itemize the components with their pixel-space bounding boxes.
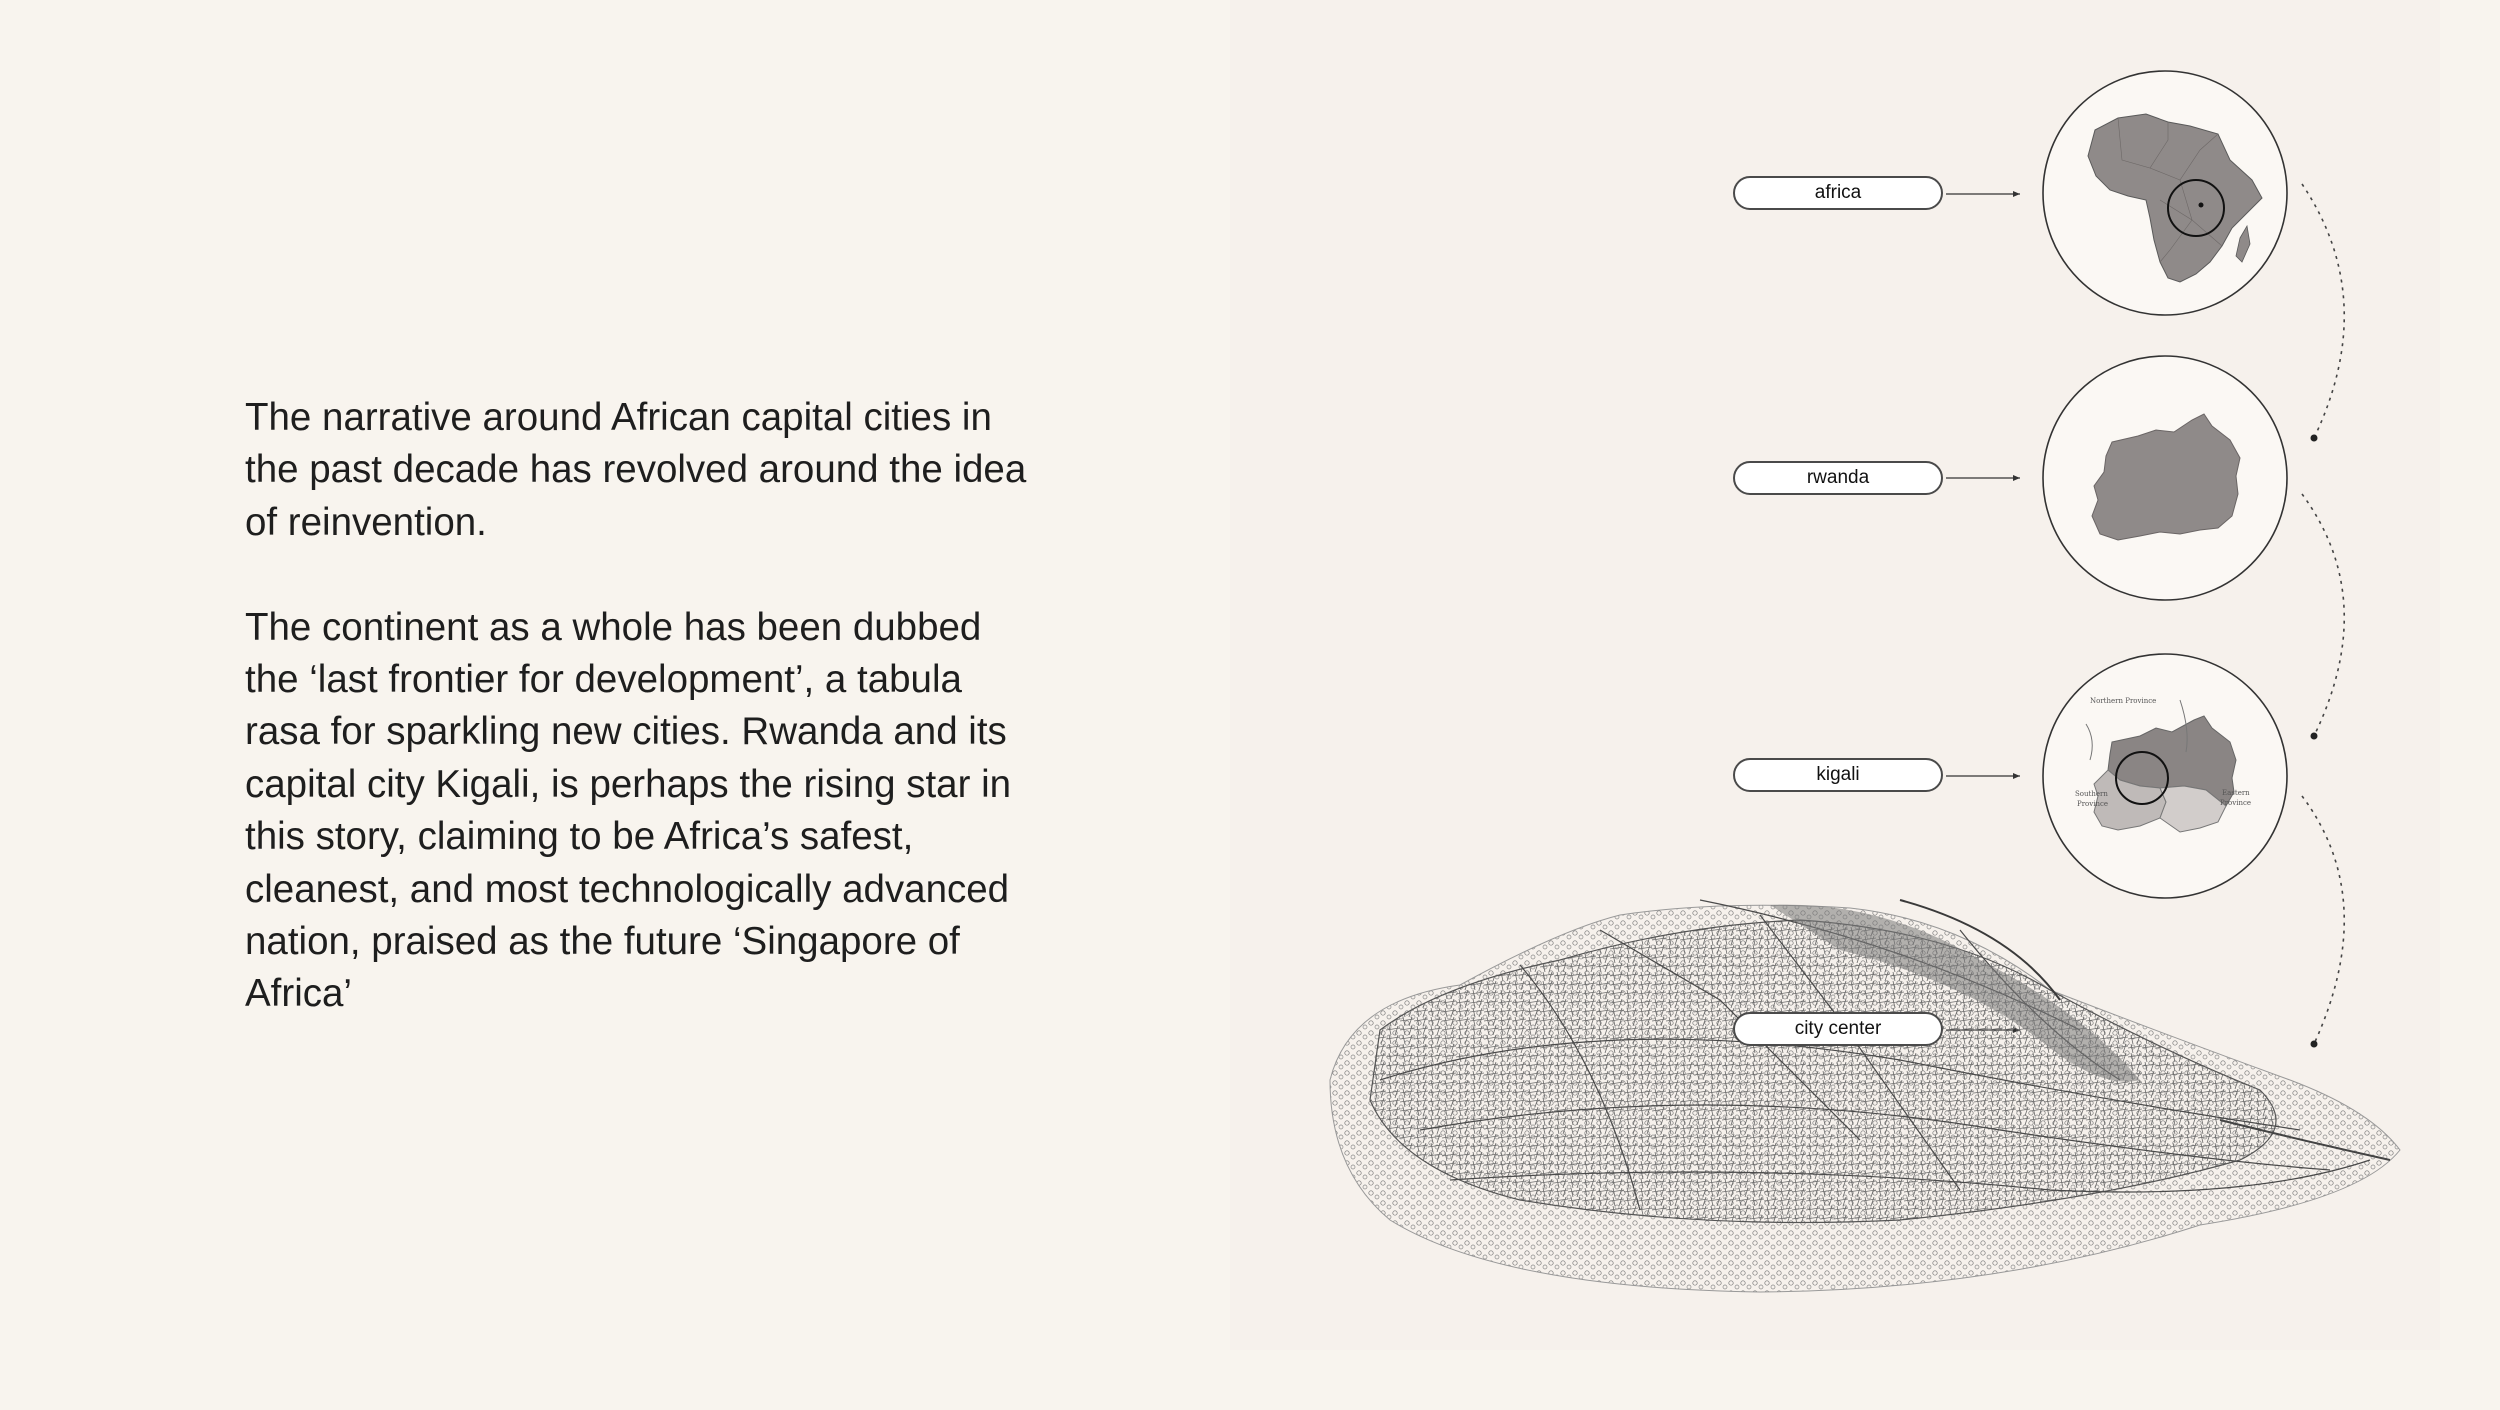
arc-end-dots xyxy=(2311,435,2318,1048)
rwanda-map-circle xyxy=(2043,356,2287,600)
label-city-center: city center xyxy=(1733,1012,1943,1046)
eastern-province-label-line2: Province xyxy=(2220,799,2252,807)
connector-arrowheads xyxy=(2013,191,2020,1033)
paragraph-continent: The continent as a whole has been dubbed the ‘last frontier for development’, a tabula rasa for sparkling new cities. Rwanda and its capital city Kigali, is perhaps the rising star in this story, claiming to be Africa’s safest, cleanest, and most technologically advanced nation, praised as the future ‘Singapore of Africa’ xyxy=(245,605,1012,1016)
city-axonometric-drawing xyxy=(1330,900,2400,1292)
kigali-map-circle xyxy=(2043,654,2287,898)
label-africa: africa xyxy=(1733,176,1943,210)
zoom-arcs xyxy=(2302,184,2344,1044)
africa-map-circle xyxy=(2043,71,2287,315)
southern-province-label-line1: Southern xyxy=(2075,790,2108,798)
paragraph-intro: The narrative around African capital cities in the past decade has revolved around the idea of reinvention. xyxy=(245,396,1027,544)
connector-lines xyxy=(1946,194,2020,1030)
label-kigali: kigali xyxy=(1733,758,1943,792)
label-rwanda: rwanda xyxy=(1733,461,1943,495)
northern-province-label: Northern Province xyxy=(2090,697,2157,705)
eastern-province-label-line1: Eastern xyxy=(2222,789,2250,797)
southern-province-label-line2: Province xyxy=(2077,800,2109,808)
